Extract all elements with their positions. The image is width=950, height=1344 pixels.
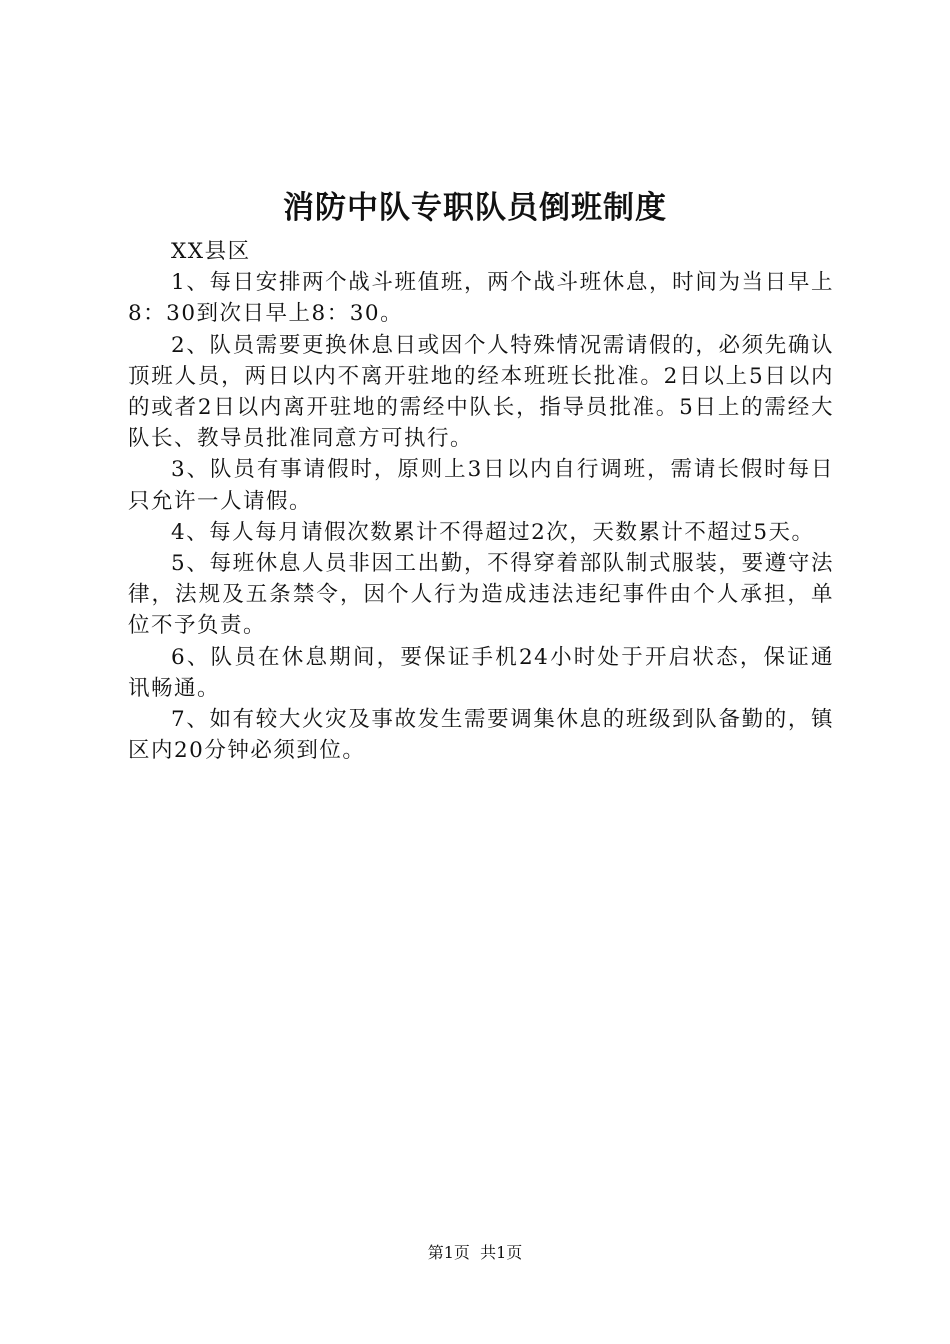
page-number-footer: 第1页 共1页 — [427, 1243, 523, 1262]
paragraph-7: 7、如有较大火灾及事故发生需要调集休息的班级到队备勤的，镇区内20分钟必须到位。 — [128, 707, 834, 764]
paragraph-3: 3、队员有事请假时，原则上3日以内自行调班，需请长假时每日只允许一人请假。 — [128, 457, 834, 514]
paragraph-2: 2、队员需要更换休息日或因个人特殊情况需请假的，必须先确认顶班人员，两日以内不离开驻地的经本班班长批准。2日以上5日以内的或者2日以内离开驻地的需经中队长，指导员批准。5日上的需经大队长、教导员批准同意方可执行。 — [128, 332, 834, 452]
paragraph-5: 5、每班休息人员非因工出勤，不得穿着部队制式服装，要遵守法律，法规及五条禁令，因个人行为造成违法违纪事件由个人承担，单位不予负责。 — [128, 551, 834, 639]
paragraph-6: 6、队员在休息期间，要保证手机24小时处于开启状态，保证通讯畅通。 — [128, 644, 834, 701]
paragraph-1: 1、每日安排两个战斗班值班，两个战斗班休息，时间为当日早上8：30到次日早上8：30。 — [128, 270, 834, 327]
paragraph-4: 4、每人每月请假次数累计不得超过2次，天数累计不超过5天。 — [171, 519, 815, 545]
region-line: XX县区 — [171, 239, 251, 264]
document-title: 消防中队专职队员倒班制度 — [283, 190, 667, 226]
document-body — [128, 236, 834, 766]
